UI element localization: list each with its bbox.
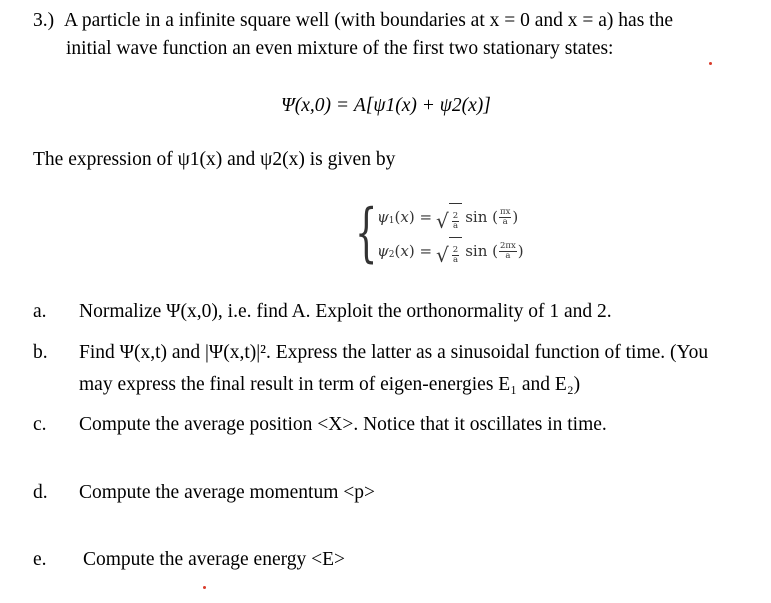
question-c xyxy=(33,414,607,436)
question-e xyxy=(33,549,345,571)
psi2-equation: ψ 2 ( x ) = √ $\frac{2}{a}$ sin ( $\frac{2\pi x}{a}$ ) xyxy=(377,237,524,265)
question-c-marker: c. xyxy=(33,414,47,435)
problem-statement-line-2: initial wave function an even mixture of the first two stationary states: xyxy=(66,38,614,59)
question-e-marker: e. xyxy=(33,549,47,570)
question-a xyxy=(33,301,612,323)
psi1-equation: ψ 1 ( x ) = √ $\frac{2}{a}$ sin ( $\frac{\pi x}{a}$ ) xyxy=(377,203,518,231)
stray-mark-bottom xyxy=(203,586,206,589)
question-c-text: Compute the average position <X>. Notice that it oscillates in time. xyxy=(79,414,607,435)
question-b-text: Find Ψ(x,t) and |Ψ(x,t)|². Express the latter as a sinusoidal function of time. (You xyxy=(79,342,709,363)
problem-line-1 xyxy=(33,10,673,32)
question-a-text: Normalize Ψ(x,0), i.e. find A. Exploit the orthonormality of 1 and 2. xyxy=(79,301,612,322)
question-e-text: Compute the average energy <E> xyxy=(83,549,346,570)
expression-intro: The expression of ψ1(x) and ψ2(x) is given by xyxy=(33,149,396,170)
left-brace: { xyxy=(355,196,378,270)
problem-number: 3.) xyxy=(33,10,55,31)
question-b-marker: b. xyxy=(33,342,48,363)
problem-statement-line-1: A particle in a infinite square well (with boundaries at x = 0 and x = a) has the xyxy=(64,10,673,31)
question-b-text-continued: may express the final result in term of eigen-energies E₁ and E₂) xyxy=(79,374,581,395)
question-d-marker: d. xyxy=(33,482,48,503)
question-a-marker: a. xyxy=(33,301,47,322)
question-b xyxy=(33,342,708,364)
stray-mark xyxy=(709,62,712,65)
question-d xyxy=(33,482,375,504)
psi-definitions xyxy=(355,197,585,277)
wavefunction-equation: Ψ(x,0) = A[ψ1(x) + ψ2(x)] xyxy=(281,95,491,116)
question-d-text: Compute the average momentum <p> xyxy=(79,482,376,503)
